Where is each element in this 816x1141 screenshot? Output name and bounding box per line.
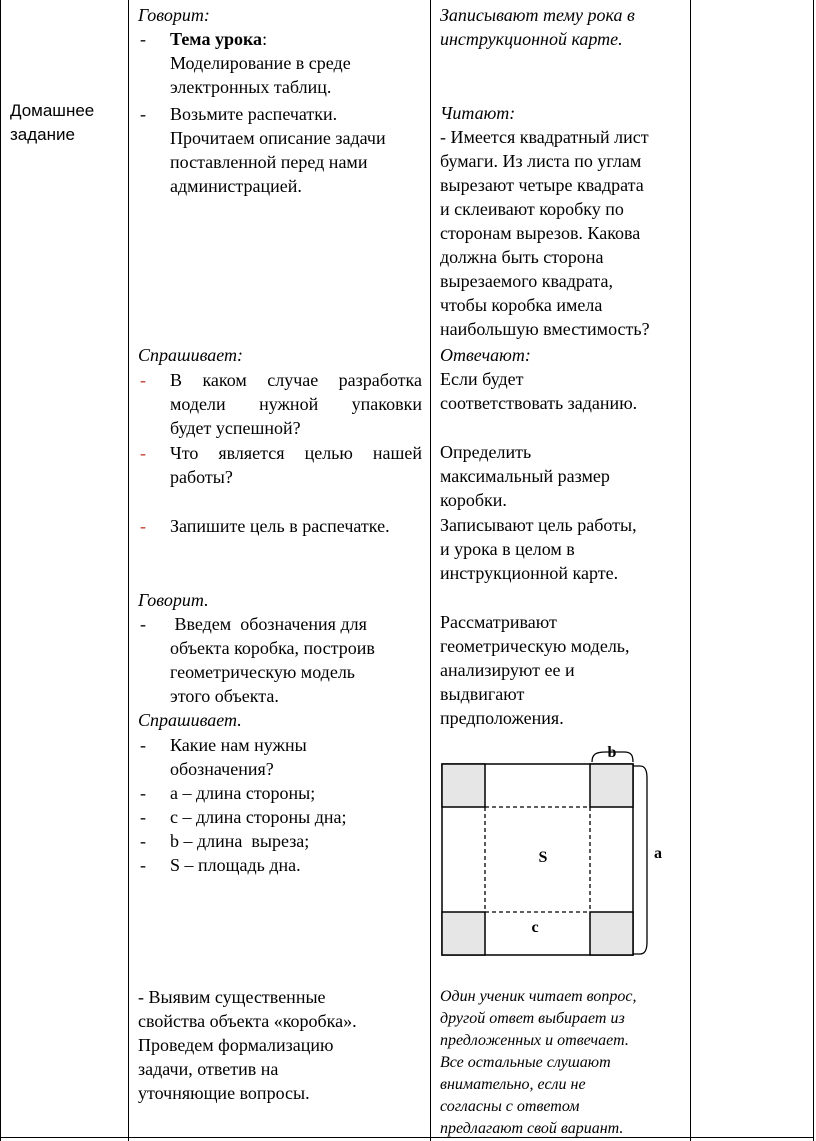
answer-line-2: соответствовать заданию. (440, 393, 638, 413)
dash: - (140, 783, 146, 803)
question-1-line-1: В каком случае разработка (170, 370, 422, 390)
notation-b: b – длина выреза; (170, 831, 310, 851)
formalize-line-2: свойства объекта «коробка». (138, 1011, 357, 1031)
question-1-line-3: будет успешной? (170, 418, 301, 438)
task-text-1: - Имеется квадратный лист (440, 127, 649, 147)
notation-intro-4: этого объекта. (170, 686, 279, 706)
task-text-5: сторонам вырезов. Какова (440, 223, 641, 243)
take-printouts-2: Прочитаем описание задачи (170, 128, 386, 148)
dash: - (140, 807, 146, 827)
dash: - (140, 855, 146, 875)
notation-intro-3: геометрическую модель (170, 662, 356, 682)
task-text-6: должна быть сторона (440, 247, 604, 267)
task-text-3: вырезают четыре квадрата (440, 175, 644, 195)
box-net-diagram (436, 740, 676, 970)
notation-intro-2: объекта коробка, построив (170, 638, 375, 658)
question-3: Запишите цель в распечатке. (170, 516, 390, 536)
dash: - (140, 104, 146, 124)
goal-line-2: максимальный размер (440, 466, 610, 486)
students-read-heading: Читают: (440, 103, 516, 123)
note-line-5: внимательно, если не (440, 1076, 586, 1093)
topic-label: Тема урока (170, 29, 263, 49)
label-b: b (607, 744, 617, 761)
label-s: S (538, 849, 548, 866)
table-border-left (0, 0, 1, 1141)
geometry-line-3: анализируют ее и (440, 660, 575, 680)
students-answer-heading: Отвечают: (440, 345, 531, 365)
take-printouts-4: администрацией. (170, 176, 302, 196)
side-bracket-a (633, 766, 647, 954)
task-text-7: вырезаемого квадрата, (440, 271, 613, 291)
note-line-2: другой ответ выбирает из (440, 1010, 625, 1027)
label-a: a (654, 845, 662, 862)
task-text-2: бумаги. Из листа по углам (440, 151, 642, 171)
table-divider-1 (128, 0, 129, 1141)
geometry-line-5: предположения. (440, 708, 564, 728)
record-goal-1: Записывают цель работы, (440, 515, 637, 535)
topic-line-3: электронных таблиц. (170, 77, 332, 97)
formalize-line-1: - Выявим существенные (138, 987, 326, 1007)
answer-line-1: Если будет (440, 369, 524, 389)
topic-line-2: Моделирование в среде (170, 53, 351, 73)
corner-cut-top-right (590, 764, 633, 807)
record-goal-3: инструкционной карте. (440, 563, 619, 583)
question-1-line-2: модели нужной упаковки (170, 394, 422, 414)
notation-c: с – длина стороны дна; (170, 807, 347, 827)
table-border-right (813, 0, 814, 1141)
teacher-says-1: Говорит: (138, 5, 210, 25)
dash: - (140, 443, 146, 463)
students-write-topic-1: Записывают тему рока в (440, 5, 635, 25)
table-divider-2 (430, 0, 431, 1141)
geometry-line-2: геометрическую модель, (440, 636, 630, 656)
topic-colon: : (262, 29, 268, 49)
notation-intro-1: Введем обозначения для (170, 614, 367, 634)
corner-cut-top-left (442, 764, 485, 807)
geometry-line-4: выдвигают (440, 684, 525, 704)
formalize-line-5: уточняющие вопросы. (138, 1083, 310, 1103)
table-divider-3 (690, 0, 691, 1141)
homework-label-line2: задание (10, 125, 75, 144)
goal-line-3: коробки. (440, 490, 507, 510)
question-2-line-1: Что является целью нашей (170, 443, 422, 463)
table-border-bottom (0, 1137, 814, 1138)
dash: - (140, 614, 146, 634)
note-line-3: предложенных и отвечает. (440, 1032, 629, 1049)
corner-cut-bottom-left (442, 912, 485, 955)
task-text-4: и склеивают коробку по (440, 199, 624, 219)
label-c: c (531, 919, 539, 936)
question-2-line-2: работы? (170, 467, 233, 487)
goal-line-1: Определить (440, 442, 532, 462)
dash: - (140, 516, 146, 536)
take-printouts-1: Возьмите распечатки. (170, 104, 338, 124)
geometry-line-1: Рассматривают (440, 612, 557, 632)
formalize-line-4: задачи, ответив на (138, 1059, 279, 1079)
dash: - (140, 831, 146, 851)
teacher-asks-2: Спрашивает. (138, 710, 242, 730)
note-line-4: Все остальные слушают (440, 1054, 611, 1071)
dash: - (140, 370, 146, 390)
task-text-8: чтобы коробка имела (440, 295, 603, 315)
notation-question-1: Какие нам нужны (170, 735, 307, 755)
note-line-7: предлагают свой вариант. (440, 1120, 624, 1137)
take-printouts-3: поставленной перед нами (170, 152, 368, 172)
dash: - (140, 29, 146, 49)
formalize-line-3: Проведем формализацию (138, 1035, 334, 1055)
students-write-topic-2: инструкционной карте. (440, 29, 623, 49)
teacher-says-2: Говорит. (138, 590, 209, 610)
teacher-asks-1: Спрашивает: (138, 345, 244, 365)
notation-question-2: обозначения? (170, 759, 274, 779)
corner-cut-bottom-right (590, 912, 633, 955)
lesson-topic (170, 27, 267, 51)
task-text-9: наибольшую вместимость? (440, 319, 650, 339)
dash: - (140, 735, 146, 755)
homework-label-line1: Домашнее (10, 101, 95, 120)
note-line-6: согласны с ответом (440, 1098, 580, 1115)
note-line-1: Один ученик читает вопрос, (440, 988, 637, 1005)
notation-s: S – площадь дна. (170, 855, 301, 875)
notation-a: а – длина стороны; (170, 783, 316, 803)
record-goal-2: и урока в целом в (440, 539, 575, 559)
